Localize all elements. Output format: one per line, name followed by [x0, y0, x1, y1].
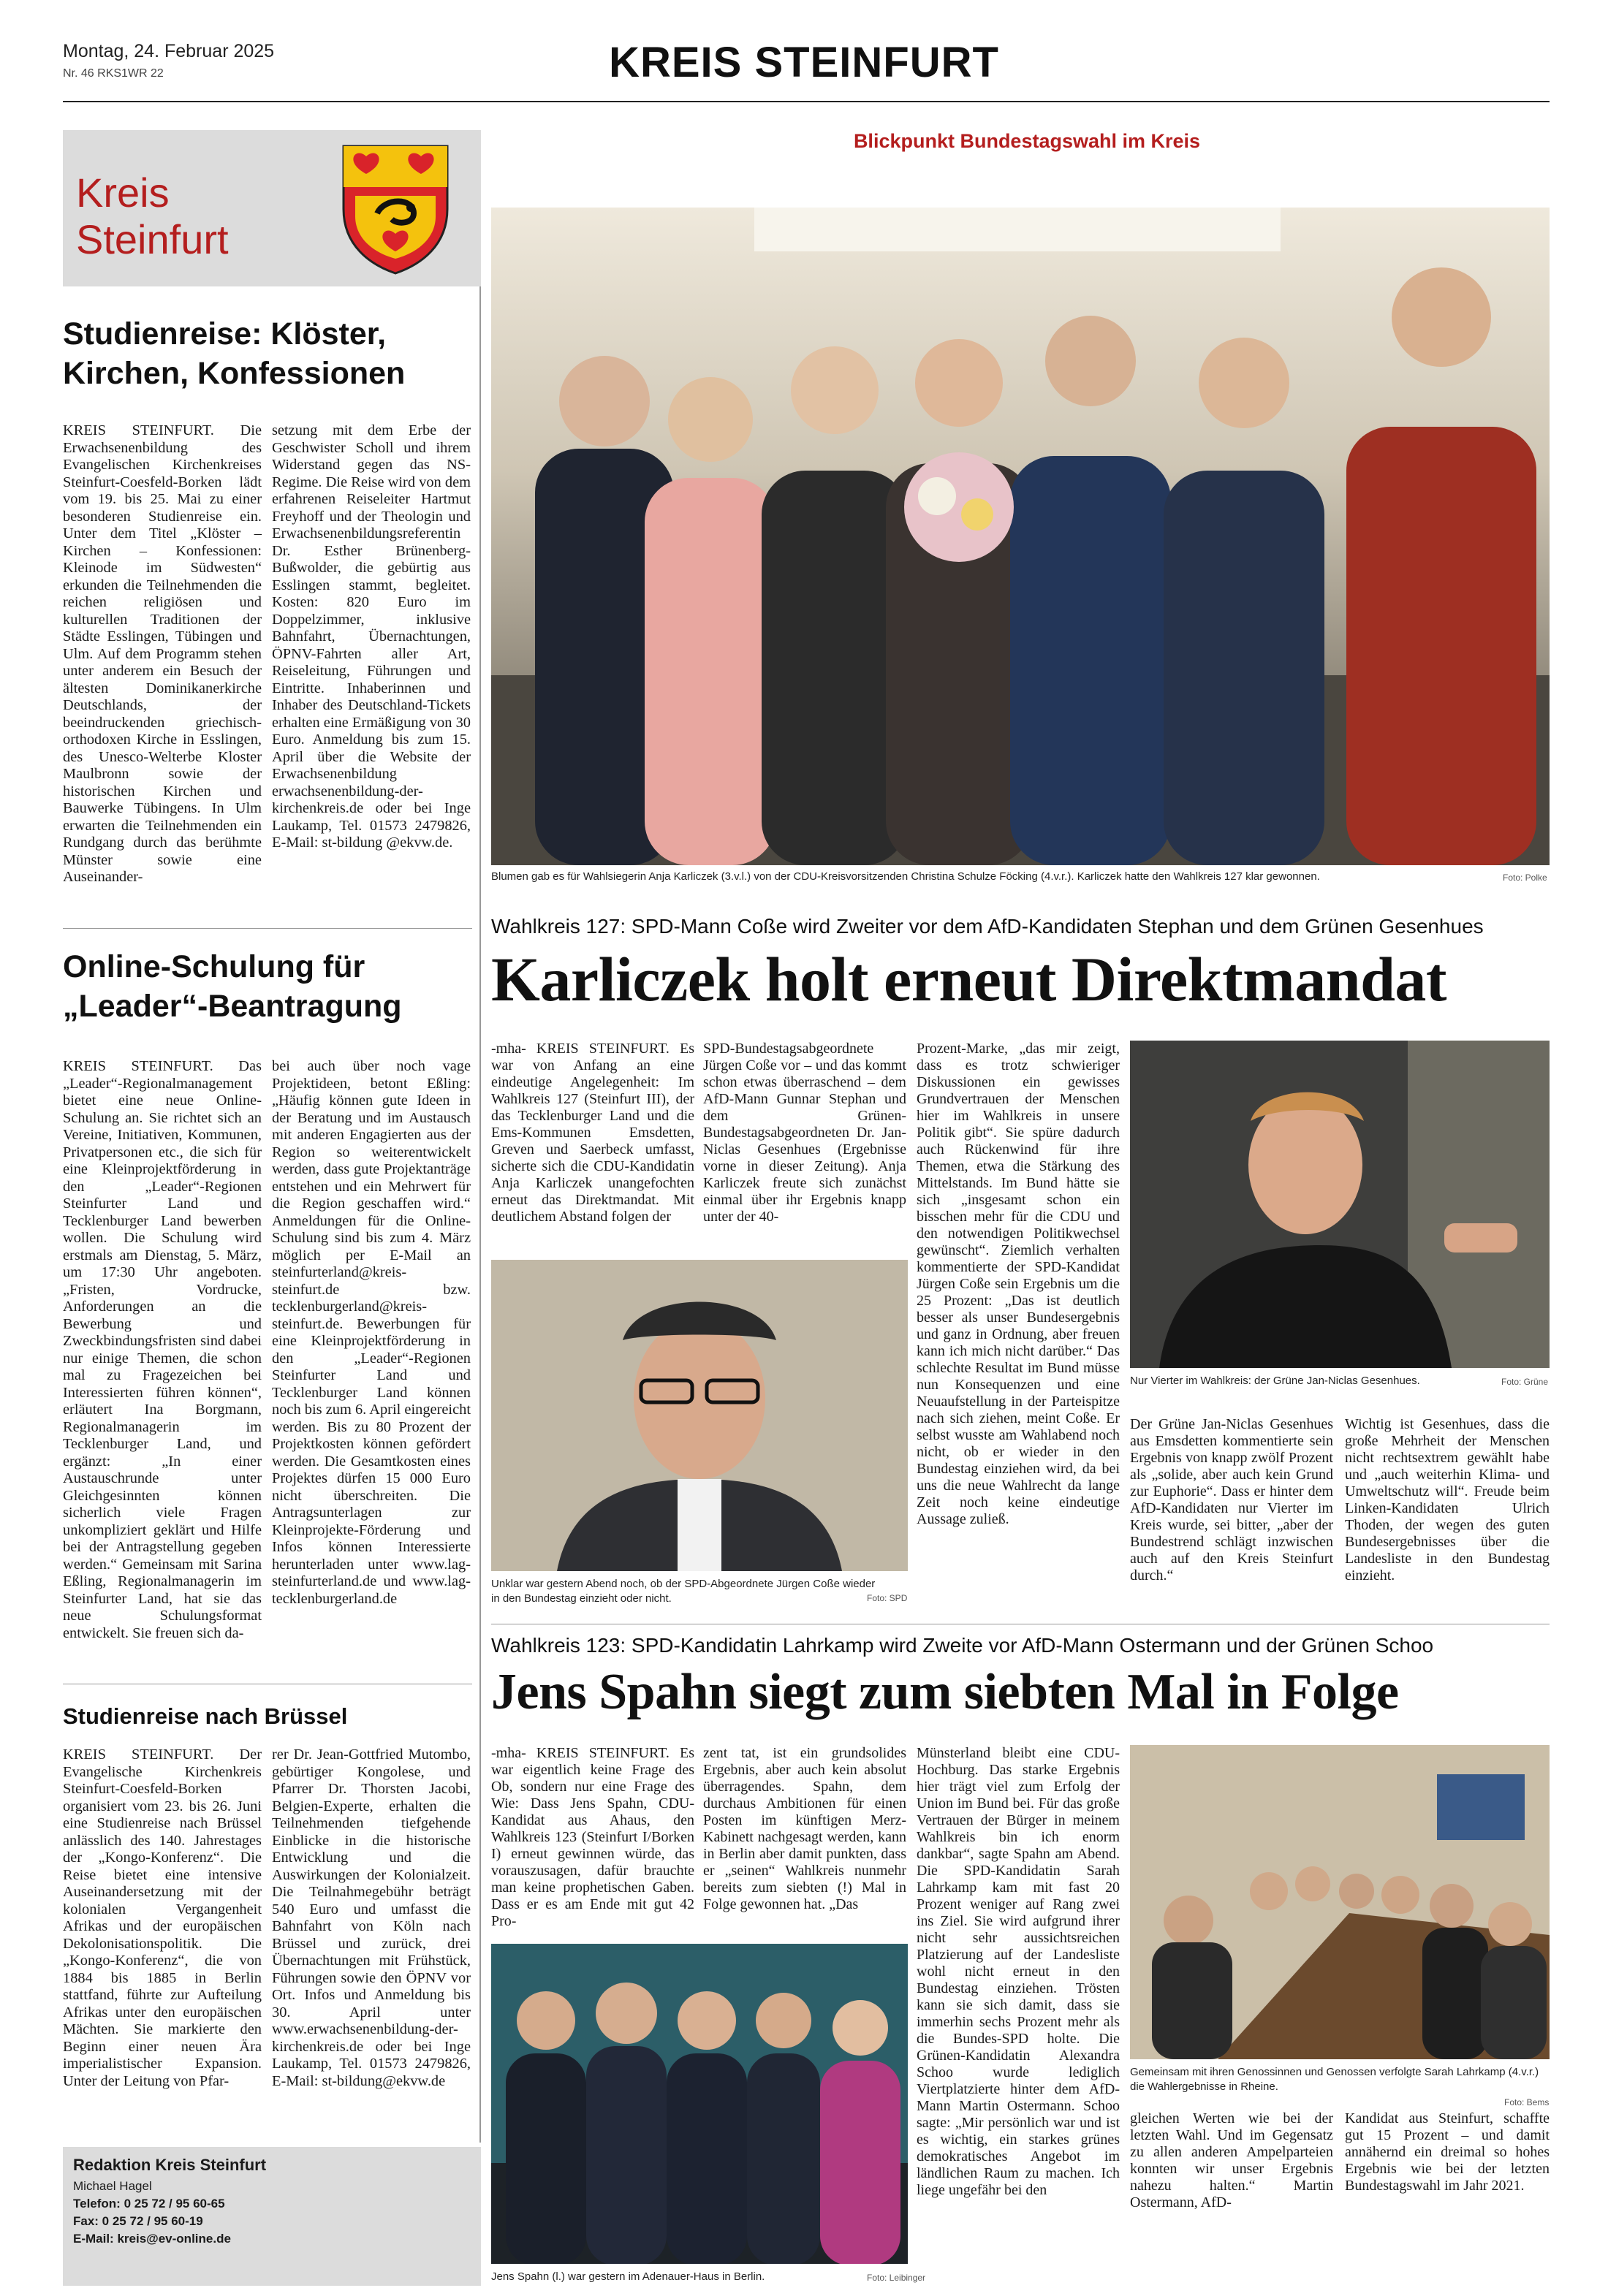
story-text-col2: zent tat, ist ein grundsolides Ergebnis, aber auch kein absolut überragendes. Spahn, dem durchaus Ambitionen für einen Posten im künftigen Merz-Kabinett nachgesagt werden, kann in Berlin aber damit punkten, dass er „seinen“ Wahlkreis nunmehr bereits zum siebten (!) Mal in Folge gewonnen hat. „Das: [703, 1745, 906, 1912]
article-text-col2: bei auch über noch vage Projektideen, betont Eßling: „Häufig können gute Ideen in der Beratung und im Austausch mit anderen Engagierten aus der Region so weiterentwickelt werden, dass gute Projektanträge entstehen und ein Mehrwert für die Region geschaffen wird.“ Anmeldungen für die Online-Schulung sind bis zum 4. März möglich per E-Mail an steinfurterland@kreis-steinfurt.de bzw. tecklenburgerland@kreis-steinfurt.de. Bewerbungen für eine Kleinprojektförderung in den „Leader“-Regionen Steinfurter Land und Tecklenburger Land können noch bis zum 6. April eingereicht werden. Bis zu 80 Prozent der Projektkosten können gefördert werden. Die Gesamtkosten eines Projektes dürfen 15 000 Euro nicht überschreiten. Die Antragsunterlagen zur Kleinprojekte-Förderung und Infos können Interessierte herunterladen unter www.lag-steinfurterland.de und www.lag-tecklenburgerland.de: [272, 1058, 471, 1607]
inset-photo-cosse: [491, 1260, 908, 1571]
photo-credit: Foto: Grüne: [1501, 1377, 1549, 1387]
main-photo: [491, 208, 1550, 865]
story-text-col5: Kandidat aus Steinfurt, schaffte gut 15 Prozent – und damit annähernd ein dreimal so hohes Ergebnis wie bei der letzten Bundestagswahl im Jahr 2021.: [1345, 2110, 1550, 2194]
column-rule: [479, 286, 481, 2143]
story-text-col4: gleichen Werten wie bei der letzten Wahl. Und im Gegensatz zu allen anderen Ampelparteien konnten wir unser Ergebnis nahezu halten.“ Martin Ostermann, AfD-: [1130, 2110, 1333, 2211]
inset-photo-caption: Unklar war gestern Abend noch, ob der SPD-Abgeordnete Jürgen Coße wieder in den Bundestag einzieht oder nicht.: [491, 1578, 876, 1605]
photo-credit: Foto: Polke: [1503, 873, 1547, 883]
article-text-col1: KREIS STEINFURT. Die Erwachsenenbildung des Evangelischen Kirchenkreises Steinfurt-Coesfeld-Borken lädt vom 19. bis 25. Mai zu einer besonderen Studienreise ein. Unter dem Titel „Klöster – Kirchen – Konfessionen: Kleinode im Südwesten“ erkunden die Teilnehmenden die reichen religiösen und kulturellen Traditionen der Städte Esslingen, Tübingen und Ulm. Auf dem Programm stehen unter anderem ein Besuch der ältesten Dominikanerkirche Deutschlands, der beeindruckenden griechisch-orthodoxen Kirche in Esslingen, des Unesco-Welterbe Kloster Maulbronn sowie der historischen Kirchen und Bauwerke Tübingens. In Ulm erwarten die Teilnehmenden ein Rundgang durch das berühmte Münster sowie eine Auseinander-: [63, 422, 262, 885]
contact-title: Redaktion Kreis Steinfurt: [73, 2156, 267, 2174]
section-kicker: Blickpunkt Bundestagswahl im Kreis: [853, 130, 1201, 152]
story-text-col3: Münsterland bleibt eine CDU-Hochburg. Das starke Ergebnis hier trägt viel zum Erfolg der Union im Bund bei. Für das große Vertrauen der Bürger in meinem Wahlkreis bin ich enorm dankbar“, sagte Spahn am Abend. Die SPD-Kandidatin Sarah Lahrkamp kam mit fast 20 Prozent weniger auf Rang zwei ins Ziel. Sie wird aufgrund ihrer nicht sehr aussichtsreichen Platzierung auf der Landesliste wohl nicht erneut in den Bundestag einziehen. Trösten kann sie sich damit, dass sie immerhin sechs Prozent mehr als die Bundes-SPD holte. Die Grünen-Kandidatin Alexandra Schoo wurde lediglich Viertplatzierte hinter dem AfD-Mann Martin Ostermann. Schoo sagte: „Mir persönlich war und ist es wichtig, ein starkes grünes demokratisches Angebot im ländlichen Raum zu machen. Ich liege ungefähr bei den: [917, 1745, 1120, 2198]
story-subhead: Wahlkreis 123: SPD-Kandidatin Lahrkamp wird Zweite vor AfD-Mann Ostermann und der Grünen Schoo: [491, 1634, 1434, 1657]
issue-date: Montag, 24. Februar 2025: [63, 41, 275, 61]
inset-photo-lahrkamp: [1130, 1745, 1550, 2059]
article-text-col1: KREIS STEINFURT. Das „Leader“-Regionalmanagement bietet eine neue Online-Schulung an. Sie richtet sich an Vereine, Initiativen, Kommunen, Privatpersonen etc., die sich für eine Kleinprojektförderung in den „Leader“-Regionen Steinfurter Land und Tecklenburger Land bewerben wollen. Die Schulung wird erstmals am Dienstag, 5. März, um 17:30 Uhr angeboten. „Fristen, Vordrucke, Anforderungen an die Bewerbung und Zweckbindungsfristen sind dabei nur einige Themen, die schon mal zu Fragezeichen bei Interessierten führen können“, erläutert Ina Borgmann, Regionalmanagerin im Tecklenburger Land, und ergänzt: „In einer Austauschrunde unter Gleichgesinnten können sicherlich viele Fragen unkompliziert geklärt und Hilfe bei der Antragstellung gegeben werden.“ Gemeinsam mit Sarina Eßling, Regionalmanagerin im Steinfurter Land, hat sie das neue Schulungsformat entwickelt. Sie freuen sich da-: [63, 1058, 262, 1641]
section-name: [76, 170, 273, 263]
inset-photo-caption: Jens Spahn (l.) war gestern im Adenauer-Haus in Berlin.: [491, 2270, 765, 2283]
article-text-col1: KREIS STEINFURT. Der Evangelische Kirchenkreis Steinfurt-Coesfeld-Borken organisiert vom 23. bis 26. Juni eine Studienreise nach Brüssel anlässlich des 140. Jahrestages der „Kongo-Konferenz“. Die Reise bietet eine intensive Auseinandersetzung mit der kolonialen Vergangenheit Afrikas und der europäischen Dekolonisationspolitik. Die „Kongo-Konferenz“, die von 1884 bis 1885 in Berlin stattfand, führte zur Aufteilung Afrikas unter den europäischen Mächten. Sie markierte den Beginn einer neuen Ära imperialistischer Expansion. Unter der Leitung von Pfar-: [63, 1746, 262, 2089]
photo-credit: Foto: Bems: [1504, 2097, 1550, 2107]
article-headline: Online-Schulung für „Leader“-Beantragung: [63, 949, 402, 1024]
contact-fax: Fax: 0 25 72 / 95 60-19: [73, 2214, 203, 2228]
inset-photo-gesenhues: [1130, 1041, 1550, 1368]
article-text-col2: setzung mit dem Erbe der Geschwister Scholl und ihrem Widerstand gegen das NS-Regime. Die Reise wird von dem erfahrenen Reiseleiter Hartmut Freyhoff und der Theologin und Erwachsenenbildungsreferentin Dr. Esther Brünenberg-Bußwolder, die gebürtig aus Esslingen stammt, begleitet. Kosten: 820 Euro im Doppelzimmer, inklusive Bahnfahrt, Übernachtungen, ÖPNV-Fahrten aller Art, Reiseleitung, Führungen und Eintritte. Inhaberinnen und Inhaber des Deutschland-Tickets erhalten eine Ermäßigung von 30 Euro. Anmeldung bis zum 15. April über die Website der Erwachsenenbildung erwachsenenbildung-der-kirchenkreis.de oder bei Inge Laukamp, Tel. 01573 2479826, E-Mail: st-bildung @ekvw.de.: [272, 422, 471, 851]
article-headline: Studienreise: Klöster, Kirchen, Konfessionen: [63, 316, 406, 391]
inset-photo-caption: Gemeinsam mit ihren Genossinnen und Genossen verfolgte Sarah Lahrkamp (4.v.r.) die Wahlergebnisse in Rheine.: [1130, 2066, 1539, 2093]
section-name-line2: Steinfurt: [76, 216, 229, 262]
photo-credit: Foto: SPD: [867, 1593, 908, 1603]
article-text-col2: rer Dr. Jean-Gottfried Mutombo, gebürtiger Kongolese, und Pfarrer Dr. Thorsten Jacobi, Belgien-Experte, erhalten die Teilnehmenden tiefgehende Einblicke in die historische Entwicklung und die Auswirkungen der Kolonialzeit. Die Teilnahmegebühr beträgt 540 Euro und umfasst die Bahnfahrt von Köln nach Brüssel und zurück, drei Übernachtungen mit Frühstück, Führungen sowie den ÖPNV vor Ort. Infos und Anmeldung bis 30. April unter www.erwachsenenbildung-der-kirchenkreis.de oder bei Inge Laukamp, Tel. 01573 2479826, E-Mail: st-bildung@ekvw.de: [272, 1746, 471, 2089]
story-subhead: Wahlkreis 127: SPD-Mann Coße wird Zweiter vor dem AfD-Kandidaten Stephan und dem Grünen Gesenhues: [491, 915, 1484, 938]
story-headline: Karliczek holt erneut Direktmandat: [491, 944, 1447, 1014]
story-headline: Jens Spahn siegt zum siebten Mal in Folge: [491, 1664, 1399, 1720]
story-text-col2: SPD-Bundestagsabgeordnete Jürgen Coße vor – und das kommt schon etwas überraschend – dem AfD-Mann Gunnar Stephan und dem Grünen-Bundestagsabgeordneten Dr. Jan-Niclas Gesenhues (Ergebnisse vorne in dieser Zeitung). Anja Karliczek freute sich zunächst einmal über ihr Ergebnis knapp unter der 40-: [703, 1041, 906, 1225]
article-headline: Studienreise nach Brüssel: [63, 1703, 348, 1729]
header-rule: [63, 101, 1550, 102]
story-text-col1: -mha- KREIS STEINFURT. Es war eigentlich keine Frage des Ob, sondern nur eine Frage des Wie: Dass Jens Spahn, CDU-Kandidat aus Ahaus, den Wahlkreis 123 (Steinfurt I/Borken I) erneut gewinnen würde, das vorauszusagen, dafür brauchte man keine prophetischen Gaben. Dass er es am Ende mit gut 42 Pro-: [491, 1745, 694, 1929]
story-text-col4: Der Grüne Jan-Niclas Gesenhues aus Emsdetten kommentierte sein Ergebnis von knapp zwölf Prozent als „solide, aber auch kein Grund zur Euphorie“. Dass er hinter dem AfD-Kandidaten nur Vierter im Kreis wurde, sei bitter, „aber der Bundestrend schlägt inzwischen auch auf den Kreis Steinfurt durch.“: [1130, 1416, 1333, 1584]
contact-phone: Telefon: 0 25 72 / 95 60-65: [73, 2197, 225, 2211]
inset-photo-caption: Nur Vierter im Wahlkreis: der Grüne Jan-Niclas Gesenhues.: [1130, 1375, 1420, 1387]
inset-photo-spahn: [491, 1944, 908, 2264]
coat-of-arms-icon: [341, 143, 450, 275]
story-text-col1: -mha- KREIS STEINFURT. Es war von Anfang an eine eindeutige Angelegenheit: Im Wahlkreis 127 (Steinfurt III), der das Tecklenburger Land und die Ems-Kommunen Emsdetten, Greven und Saerbeck umfasst, sicherte sich die CDU-Kandidatin Anja Karliczek unangefochten erneut das Direktmandat. Mit deutlichem Abstand folgen der: [491, 1041, 694, 1225]
issue-number: Nr. 46 RKS1WR 22: [63, 67, 164, 80]
contact-name: Michael Hagel: [73, 2179, 152, 2193]
photo-credit: Foto: Leibinger: [867, 2273, 926, 2283]
contact-email: E-Mail: kreis@ev-online.de: [73, 2232, 231, 2246]
section-name-line1: Kreis: [76, 170, 170, 216]
story-text-col5: Wichtig ist Gesenhues, dass die große Mehrheit der Menschen nicht rechtsextrem gewählt habe und „auch weiterhin Klima- und Umweltschutz will“. Freude beim Linken-Kandidaten Ulrich Thoden, der wegen des guten Bundesergebnisses über die Landesliste in den Bundestag einzieht.: [1345, 1416, 1550, 1584]
story-text-col3: Prozent-Marke, „das mir zeigt, dass es trotz schwieriger Diskussionen ein gewisses Grundvertrauen der Menschen hier im Wahlkreis in unsere Politik gibt“. Sie spüre dadurch auch Rückenwind für ihre Themen, etwa die Stärkung des Mittelstands. Im Bund hätte sie sich „insgesamt schon ein bisschen mehr für die CDU und den notwendigen Politikwechsel gewünscht“. Ziemlich verhalten kommentierte der SPD-Kandidat Jürgen Coße sein Ergebnis um die 25 Prozent: „Das ist deutlich besser als unser Bundesergebnis und ganz in Ordnung, aber freuen kann ich mich nicht darüber.“ Das schlechte Resultat im Bund müsse nun Konsequenzen und eine Neuaufstellung in der Parteispitze nach sich ziehen, meint Coße. Er selbst wusste am Wahlabend noch nicht, ob er wieder in den Bundestag einziehen wird, da bei uns die neue Wahlrecht da lange Zeit noch keine eindeutige Aussage zuließ.: [917, 1041, 1120, 1527]
main-photo-caption: Blumen gab es für Wahlsiegerin Anja Karliczek (3.v.l.) von der CDU-Kreisvorsitzenden Christina Schulze Föcking (4.v.r.). Karliczek hatte den Wahlkreis 127 klar gewonnen.: [491, 870, 1320, 883]
article-divider: [63, 928, 472, 929]
page-title: KREIS STEINFURT: [609, 39, 999, 86]
